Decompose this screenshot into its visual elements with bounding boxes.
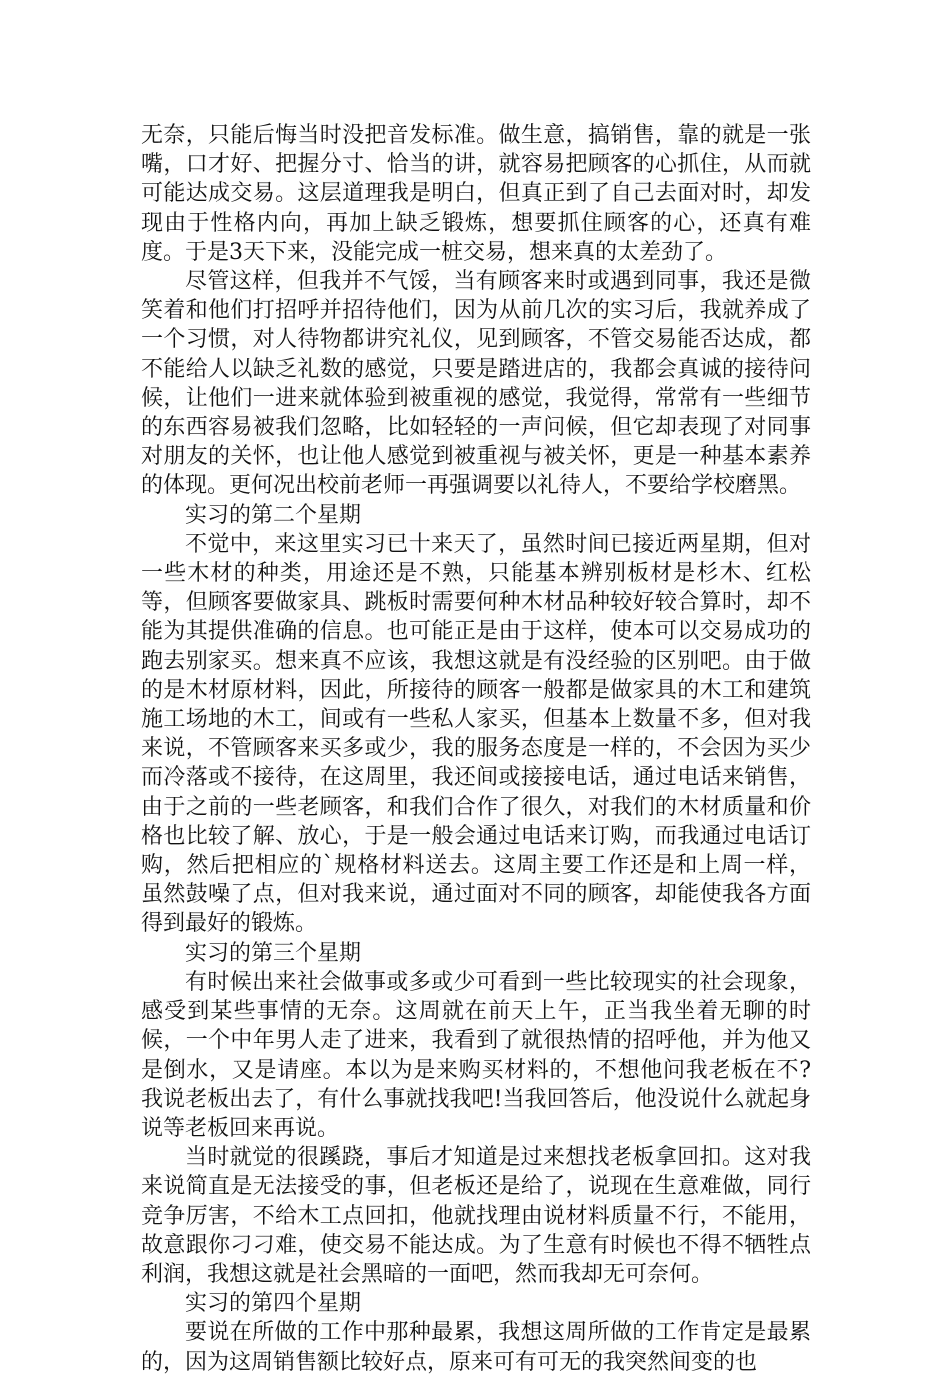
section-heading-week-2: 实习的第二个星期 [185, 502, 362, 528]
paragraph-intro: 无奈，只能后悔当时没把音发标准。做生意，搞销售，靠的就是一张嘴，口才好、把握分寸、恰当的讲，就容易把顾客的心抓住，从而就可能达成交易。这层道理我是明白，但真正到了自己去面对时，却发现由于性格内向，再加上缺乏锻炼，想要抓住顾客的心，还真有难度。于是3天下来，没能完成一桩交易，想来真的太差劲了。 [141, 123, 811, 265]
section-heading-week-3: 实习的第三个星期 [185, 940, 362, 966]
paragraph-week-4: 要说在所做的工作中那种最累，我想这周所做的工作肯定是最累的，因为这周销售额比较好点，原来可有可无的我突然间变的也 [141, 1320, 811, 1375]
paragraph-courtesy: 尽管这样，但我并不气馁，当有顾客来时或遇到同事，我还是微笑着和他们打招呼并招待他们，因为从前几次的实习后，我就养成了一个习惯，对人待物都讲究礼仪，见到顾客，不管交易能否达成，都不能给人以缺乏礼数的感觉，只要是踏进店的，我都会真诚的接待问候，让他们一进来就体验到被重视的感觉，我觉得，常常有一些细节的东西容易被我们忽略，比如轻轻的一声问候，但它却表现了对同事对朋友的关怀，也让他人感觉到被重视与被关怀，更是一种基本素养的体现。更何况出校前老师一再强调要以礼待人，不要给学校磨黑。 [141, 269, 811, 499]
section-heading-week-4: 实习的第四个星期 [185, 1291, 362, 1317]
paragraph-week-3-b: 当时就觉的很蹊跷，事后才知道是过来想找老板拿回扣。这对我来说简直是无法接受的事，但老板还是给了，说现在生意难做，同行竞争厉害，不给木工点回扣，他就找理由说材料质量不行，不能用，故意跟你刁刁难，使交易不能达成。为了生意有时候也不得不牺牲点利润，我想这就是社会黑暗的一面吧，然而我却无可奈何。 [141, 1145, 811, 1287]
paragraph-week-2: 不觉中，来这里实习已十来天了，虽然时间已接近两星期，但对一些木材的种类，用途还是不熟，只能基本辨别板材是杉木、红松等，但顾客要做家具、跳板时需要何种木材品种较好较合算时，却不能为其提供准确的信息。也可能正是由于这样，使本可以交易成功的跑去别家买。想来真不应该，我想这就是有没经验的区别吧。由于做的是木材原材料，因此，所接待的顾客一般都是做家具的木工和建筑施工场地的木工，间或有一些私人家买，但基本上数量不多，但对我来说，不管顾客来买多或少，我的服务态度是一样的，不会因为买少而冷落或不接待，在这周里，我还间或接接电话，通过电话来销售，由于之前的一些老顾客，和我们合作了很久，对我们的木材质量和价格也比较了解、放心，于是一般会通过电话来订购，而我通过电话订购，然后把相应的`规格材料送去。这周主要工作还是和上周一样，虽然鼓噪了点，但对我来说，通过面对不同的顾客，却能使我各方面得到最好的锻炼。 [141, 531, 811, 937]
paragraph-week-3-a: 有时候出来社会做事或多或少可看到一些比较现实的社会现象，感受到某些事情的无奈。这周就在前天上午，正当我坐着无聊的时候，一个中年男人走了进来，我看到了就很热情的招呼他，并为他又是倒水，又是请座。本以为是来购买材料的，不想他问我老板在不?我说老板出去了，有什么事就找我吧!当我回答后，他没说什么就起身说等老板回来再说。 [141, 969, 811, 1141]
document-body [141, 121, 811, 1377]
